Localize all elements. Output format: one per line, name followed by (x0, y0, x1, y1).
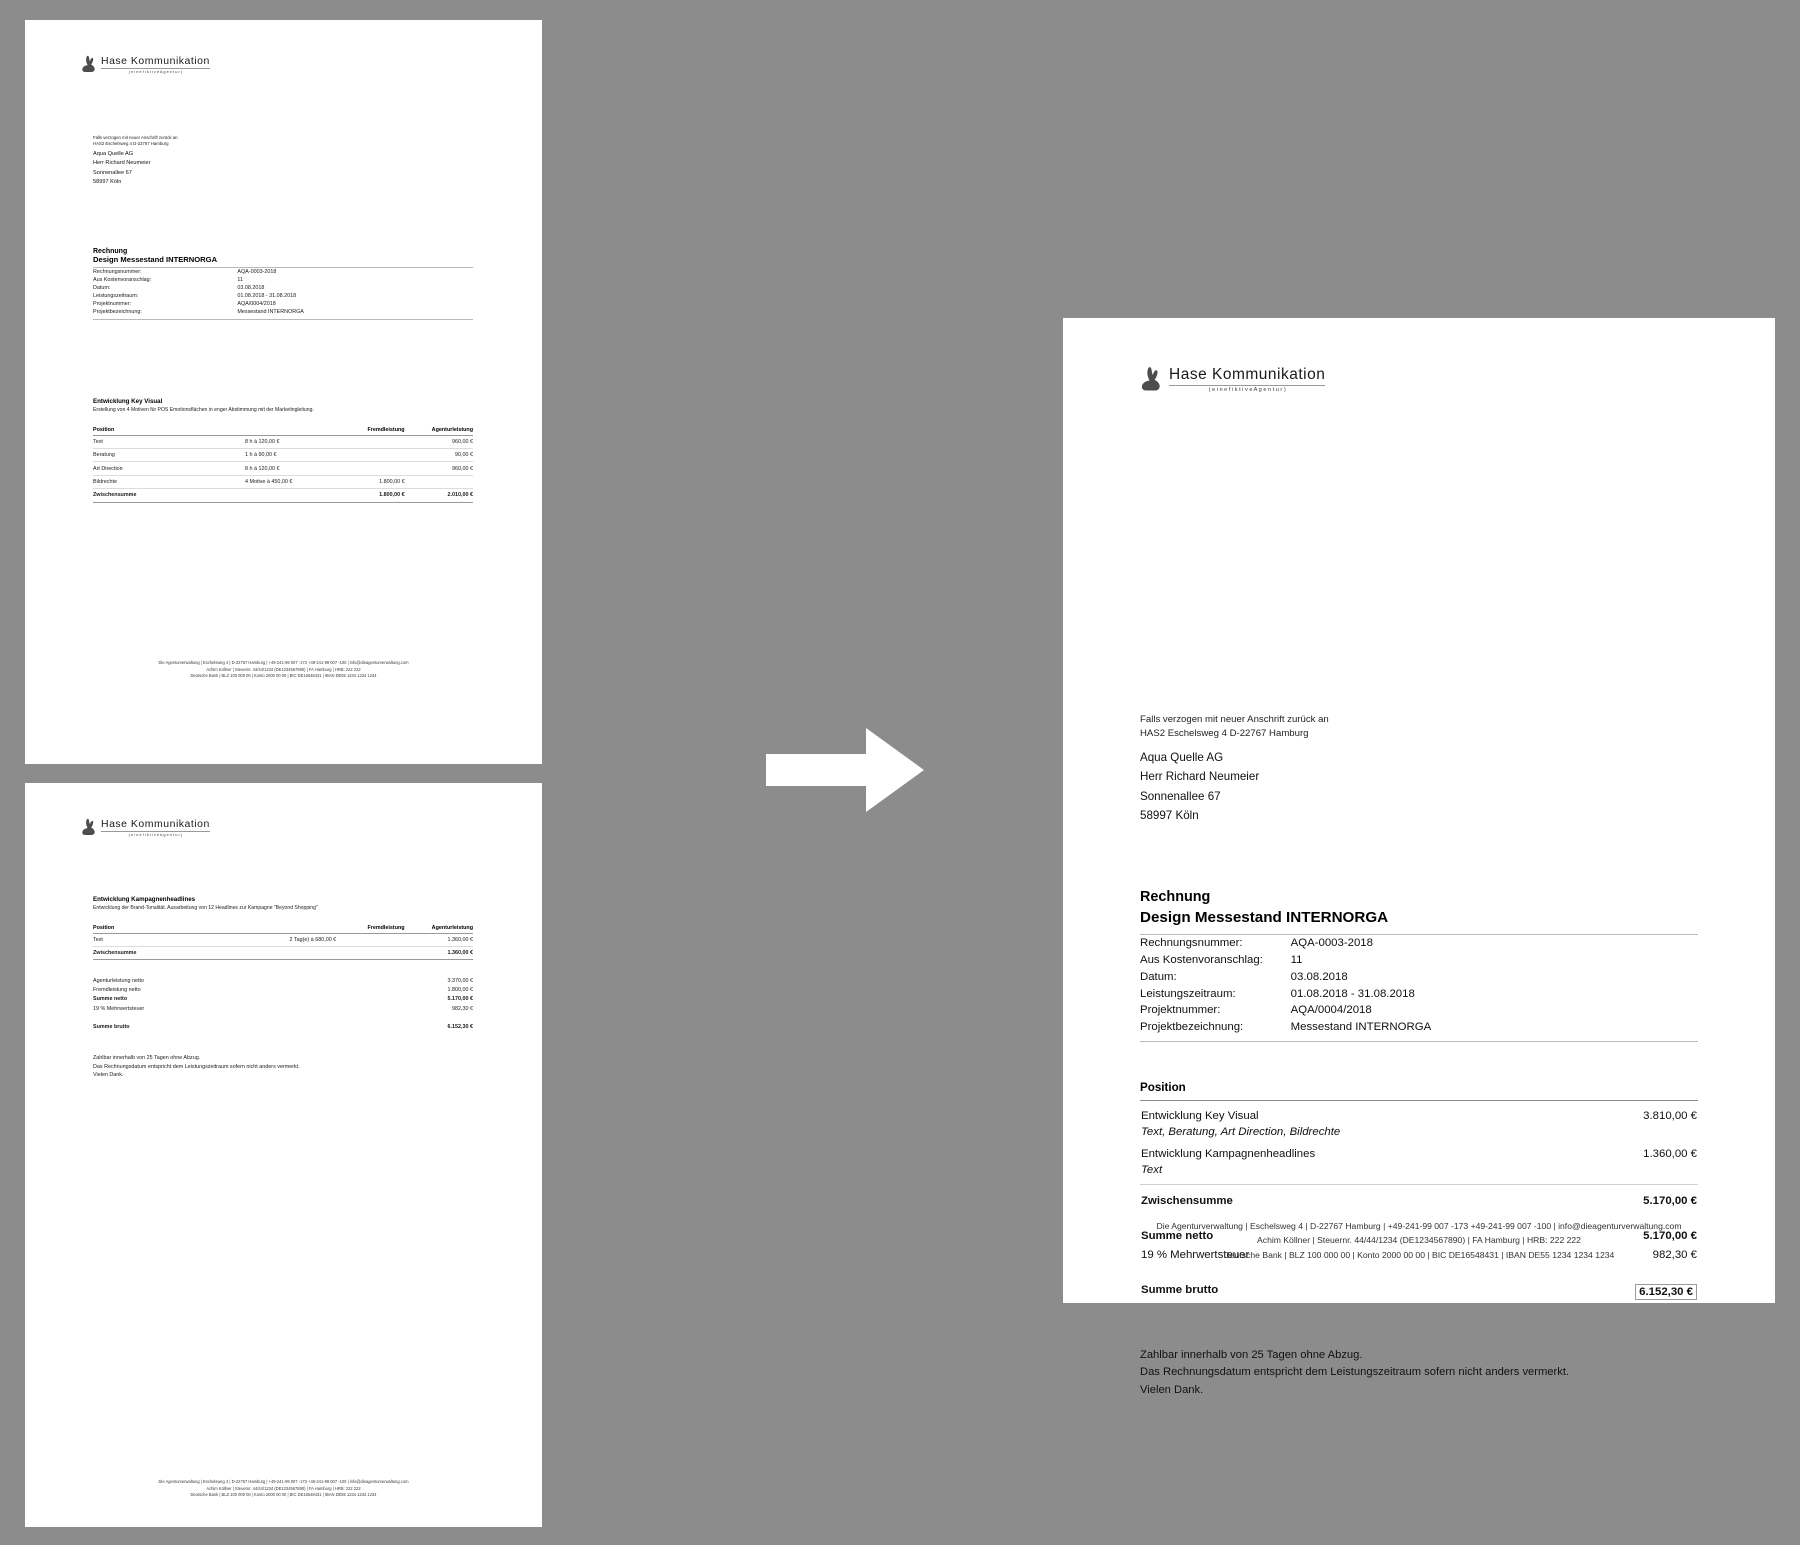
note-line-1: Zahlbar innerhalb von 25 Tagen ohne Abzug. (93, 1055, 201, 1062)
table-row-description (1140, 1123, 1698, 1139)
table-row (93, 300, 473, 308)
line-amount: 3.810,00 € (1643, 1110, 1697, 1122)
table-row (93, 292, 473, 300)
table-row-gross (1140, 1262, 1698, 1301)
section-heading: Entwicklung Kampagnenheadlines (93, 896, 196, 903)
table-row (93, 933, 473, 946)
meta-value: AQA/0004/2018 (1290, 1004, 1372, 1017)
cell-detail: 2 Tag(e) à 680,00 € (245, 933, 336, 946)
rabbit-icon (1140, 366, 1163, 392)
subtotal-fremd (336, 947, 404, 960)
cell-agentur: 960,00 € (405, 462, 473, 475)
result-document-page[interactable] (1063, 318, 1775, 1396)
cell-detail: 1 h à 90,00 € (245, 449, 336, 462)
total-value: 982,30 € (1652, 1249, 1697, 1261)
table-header-row (93, 425, 473, 435)
total-label: 19 % Mehrwertsteuer (1141, 1249, 1250, 1261)
note-line-2: Das Rechnungsdatum entspricht dem Leistungszeitraum sofern nicht anders vermerkt. (1140, 1366, 1570, 1379)
meta-key: Leistungszeitraum: (1140, 987, 1236, 1000)
return-address-line-1: Falls verzogen mit neuer Anschrift zurück an (93, 135, 178, 140)
footer-line-2: Achim Köllner | Steuernr. 44/44/1234 (DE1234567890) | FA Hamburg | HRB: 222 222 (206, 1485, 361, 1491)
meta-key: Rechnungsnummer: (1140, 937, 1243, 950)
meta-key: Projektbezeichnung: (93, 309, 142, 315)
footer-line-2: Achim Köllner | Steuernr. 44/44/1234 (DE1234567890) | FA Hamburg | HRB: 222 222 (206, 666, 361, 672)
total-label: Summe netto (93, 996, 128, 1003)
table-row (93, 284, 473, 292)
page-title: Rechnung (1140, 889, 1211, 905)
recipient-contact: Herr Richard Neumeier (1140, 770, 1260, 784)
meta-value: 03.08.2018 (237, 285, 265, 291)
meta-value: Messestand INTERNORGA (237, 309, 304, 315)
positions-table (93, 425, 473, 503)
recipient-company: Aqua Quelle AG (1140, 750, 1224, 764)
table-row (93, 435, 473, 448)
recipient-contact: Herr Richard Neumeier (93, 160, 151, 167)
table-header-row (1140, 1081, 1698, 1101)
table-row (93, 976, 473, 985)
total-value: 3.370,00 € (447, 978, 473, 985)
gross-label: Summe brutto (1141, 1284, 1219, 1296)
cell-position: Bildrechte (93, 475, 245, 488)
source-document-page-2[interactable] (25, 783, 542, 1527)
total-label: Fremdleistung netto (93, 987, 141, 994)
cell-fremd (336, 462, 404, 475)
meta-value: AQA-0003-2018 (1290, 937, 1373, 950)
subtotal-fremd: 1.800,00 € (336, 489, 404, 502)
subtotal-label: Zwischensumme (1141, 1195, 1233, 1207)
line-description: Text (1140, 1161, 1542, 1185)
cell-position: Art Direction (93, 462, 245, 475)
cell-detail: 8 h à 120,00 € (245, 462, 336, 475)
total-label: Summe netto (1141, 1230, 1214, 1242)
cell-agentur: 1.360,00 € (405, 933, 473, 946)
total-value: 1.800,00 € (447, 987, 473, 994)
meta-key: Datum: (1140, 970, 1177, 983)
page-footer (25, 1479, 542, 1499)
table-row (93, 462, 473, 475)
gross-value: 6.152,30 € (1635, 1284, 1697, 1300)
col-detail (245, 425, 336, 435)
cell-agentur (405, 475, 473, 488)
table-row-subtotal (93, 947, 473, 960)
return-address-line-2: HAS2 Eschelsweg 4 D-22767 Hamburg (1140, 728, 1309, 740)
line-title: Entwicklung Key Visual (1141, 1110, 1259, 1122)
logo (1140, 366, 1325, 394)
recipient-company: Aqua Quelle AG (93, 151, 134, 158)
page-footer (1063, 1219, 1775, 1263)
source-document-page-1[interactable] (25, 20, 542, 764)
logo-name: Hase Kommunikation (101, 818, 210, 830)
meta-value: 01.08.2018 - 31.08.2018 (1290, 987, 1415, 1000)
table-row (1140, 1139, 1698, 1161)
table-row (1140, 935, 1698, 952)
footer-line-3: Deutsche Bank | BLZ 100 000 00 | Konto 2000 00 00 | BIC DE16548431 | IBAN DE55 1234 1234 1234 (190, 1492, 377, 1498)
subtotal-agentur: 1.360,00 € (405, 947, 473, 960)
table-row (93, 986, 473, 995)
meta-value: 11 (1290, 954, 1303, 967)
section-heading: Entwicklung Key Visual (93, 398, 163, 405)
subtotal-label: Zwischensumme (93, 947, 245, 960)
col-agenturleistung: Agenturleistung (405, 425, 473, 435)
table-row (93, 1004, 473, 1013)
col-position: Position (93, 425, 245, 435)
line-amount: 1.360,00 € (1643, 1148, 1697, 1160)
recipient-street: Sonnenallee 67 (93, 169, 132, 176)
divider (93, 319, 473, 320)
page-footer (25, 660, 542, 680)
recipient-street: Sonnenallee 67 (1140, 789, 1221, 803)
table-row (93, 268, 473, 276)
arrow-right-icon (766, 720, 926, 820)
meta-value: 01.08.2018 - 31.08.2018 (237, 293, 297, 299)
note-line-3: Vielen Dank. (93, 1071, 124, 1078)
cell-detail: 8 h à 120,00 € (245, 435, 336, 448)
footer-line-1: Die Agenturverwaltung | Eschelsweg 4 | D-22767 Hamburg | +49-241-99 007 -173 +49-241-99 007 -100 | info@dieagenturverwaltung.com (1156, 1220, 1682, 1231)
col-detail (245, 923, 336, 933)
meta-key: Rechnungsnummer: (93, 269, 142, 275)
meta-key: Projektnummer: (1140, 1004, 1221, 1017)
total-value: 5.170,00 € (1643, 1230, 1697, 1242)
cell-position: Text (93, 933, 245, 946)
page-subtitle: Design Messestand INTERNORGA (1140, 908, 1389, 926)
table-row (1140, 968, 1698, 985)
recipient-city: 58997 Köln (1140, 809, 1199, 823)
gross-label: Summe brutto (93, 1024, 130, 1031)
meta-key: Leistungszeitraum: (93, 293, 139, 299)
cell-fremd: 1.800,00 € (336, 475, 404, 488)
cell-position: Beratung (93, 449, 245, 462)
summary-positions-table (1140, 1081, 1698, 1301)
cell-fremd (336, 435, 404, 448)
subtotal-value: 5.170,00 € (1643, 1195, 1697, 1207)
logo-tagline: ( e i n e f i k t i v e A g e n t u r ) (101, 831, 210, 837)
page-subtitle: Design Messestand INTERNORGA (93, 255, 218, 264)
table-row (93, 475, 473, 488)
section-description: Entwicklung der Brand-Tonalität. Ausarbeitung von 12 Headlines zur Kampagne "Beyond Shopping" (93, 905, 318, 911)
meta-key: Projektbezeichnung: (1140, 1021, 1244, 1034)
recipient-city: 58997 Köln (93, 178, 122, 185)
table-row (1140, 952, 1698, 969)
meta-key: Aus Kostenvoranschlag: (93, 277, 152, 283)
logo-name: Hase Kommunikation (1169, 366, 1326, 383)
table-row (1140, 1019, 1698, 1036)
meta-key: Projektnummer: (93, 301, 132, 307)
cell-fremd (336, 933, 404, 946)
logo-name: Hase Kommunikation (101, 55, 210, 67)
footer-line-3: Deutsche Bank | BLZ 100 000 00 | Konto 2000 00 00 | BIC DE16548431 | IBAN DE55 1234 1234 1234 (190, 673, 377, 679)
meta-key: Datum: (93, 285, 111, 291)
divider (1140, 1041, 1698, 1042)
subtotal-agentur: 2.010,00 € (405, 489, 473, 502)
footer-line-1: Die Agenturverwaltung | Eschelsweg 4 | D-22767 Hamburg | +49-241-99 007 -173 +49-241-99 007 -100 | info@dieagenturverwaltung.com (158, 1479, 409, 1485)
table-row-description (1140, 1161, 1698, 1185)
col-fremdleistung: Fremdleistung (336, 425, 404, 435)
rabbit-icon (81, 818, 97, 836)
meta-key: Aus Kostenvoranschlag: (1140, 954, 1263, 967)
footer-line-3: Deutsche Bank | BLZ 100 000 00 | Konto 2000 00 00 | BIC DE16548431 | IBAN DE55 1234 1234 1234 (1223, 1250, 1615, 1261)
note-line-3: Vielen Dank. (1140, 1383, 1204, 1396)
meta-value: AQA/0004/2018 (237, 301, 276, 307)
table-row-subtotal (93, 489, 473, 502)
table-row (93, 276, 473, 284)
return-address-line-1: Falls verzogen mit neuer Anschrift zurück an (1140, 714, 1329, 725)
table-header-row (93, 923, 473, 933)
table-row (1140, 1101, 1698, 1124)
table-row (1140, 985, 1698, 1002)
total-value: 982,30 € (452, 1005, 473, 1012)
col-position: Position (1140, 1081, 1542, 1101)
logo-tagline: ( e i n e f i k t i v e A g e n t u r ) (101, 68, 210, 74)
table-row (93, 308, 473, 316)
invoice-meta-table (1140, 935, 1698, 1036)
col-agenturleistung: Agenturleistung (405, 923, 473, 933)
cell-detail: 4 Motive à 450,00 € (245, 475, 336, 488)
logo (81, 55, 210, 74)
total-label: 19 % Mehrwertsteuer (93, 1005, 145, 1012)
logo (81, 818, 210, 837)
line-title: Entwicklung Kampagnenheadlines (1141, 1148, 1316, 1160)
col-amount (1542, 1081, 1698, 1101)
note-line-1: Zahlbar innerhalb von 25 Tagen ohne Abzug. (1140, 1349, 1363, 1361)
col-fremdleistung: Fremdleistung (336, 923, 404, 933)
meta-value: 11 (237, 277, 243, 283)
page-title: Rechnung (93, 248, 128, 255)
positions-table (93, 923, 473, 960)
total-label: Agenturleistung netto (93, 978, 144, 985)
table-row (93, 995, 473, 1004)
footer-line-2: Achim Köllner | Steuernr. 44/44/1234 (DE1234567890) | FA Hamburg | HRB: 222 222 (1257, 1235, 1581, 1246)
meta-value: 03.08.2018 (1290, 970, 1348, 983)
cell-agentur: 90,00 € (405, 449, 473, 462)
meta-value: AQA-0003-2018 (237, 269, 277, 275)
meta-value: Messestand INTERNORGA (1290, 1021, 1432, 1034)
line-description: Text, Beratung, Art Direction, Bildrechte (1141, 1126, 1341, 1138)
invoice-meta-table (93, 268, 473, 316)
cell-fremd (336, 449, 404, 462)
table-row (93, 449, 473, 462)
totals-table (93, 976, 473, 1030)
table-row-gross (93, 1013, 473, 1030)
table-row-subtotal (1140, 1185, 1698, 1209)
rabbit-icon (81, 55, 97, 73)
footer-line-1: Die Agenturverwaltung | Eschelsweg 4 | D-22767 Hamburg | +49-241-99 007 -173 +49-241-99 007 -100 | info@dieagenturverwaltung.com (158, 660, 409, 666)
section-description: Erstellung von 4 Motiven für POS Emotionsflächen in enger Abstimmung mit der Marketingleitung. (93, 407, 314, 413)
logo-tagline: ( e i n e f i k t i v e A g e n t u r ) (1169, 385, 1325, 394)
col-position: Position (93, 923, 245, 933)
cell-agentur: 960,00 € (405, 435, 473, 448)
table-row (1140, 1002, 1698, 1019)
return-address-line-2: HAS2 Eschelsweg 4 D-22767 Hamburg (93, 141, 169, 147)
note-line-2: Das Rechnungsdatum entspricht dem Leistungszeitraum sofern nicht anders vermerkt. (93, 1063, 300, 1070)
total-value: 5.170,00 € (447, 996, 473, 1003)
gross-value: 6.152,30 € (447, 1024, 473, 1031)
subtotal-label: Zwischensumme (93, 489, 245, 502)
cell-position: Text (93, 435, 245, 448)
